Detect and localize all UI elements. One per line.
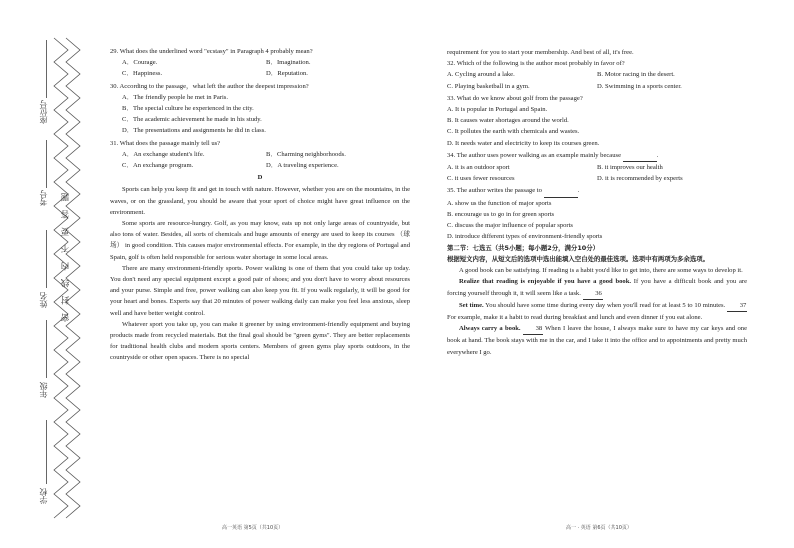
seal-text: 密 封 线 内 不 要 答 题: [61, 190, 71, 322]
q35-text: 35. The author writes the passage to: [447, 187, 542, 195]
passage-d-paragraph-2: Some sports are resource-hungry. Golf, as you may know, eats up not only large areas of countryside, but also tons of water. Besides, all sorts of chemicals and huge amounts of energy are used to keep its courses （球场） in good condition. This causes major environmental effects. For example, in the dry regions of Portugal and Spain, golf is often held responsible for serious water shortage in some local areas.: [110, 220, 410, 261]
grade-line: [46, 320, 47, 378]
question-33: 33. What do we know about golf from the passage?: [447, 94, 583, 102]
q35-blank: [544, 185, 578, 197]
name-label: 姓名: [39, 292, 48, 308]
q34-option-a: A. it is an outdoor sport: [447, 164, 510, 172]
cloze-p3-bold: Set time.: [459, 301, 484, 309]
q31-option-c: C．An exchange program.: [122, 162, 194, 170]
grade-label: 年级: [39, 382, 48, 398]
section-instructions: 根据短文内容，从短文后的选项中选出能填入空白处的最佳选项。选项中有两项为多余选项。: [447, 255, 710, 264]
q33-option-a: A. It is popular in Portugal and Spain.: [447, 106, 548, 114]
cloze-paragraph-2: [447, 276, 747, 299]
q32-option-c: C. Playing basketball in a gym.: [447, 82, 530, 90]
q34-option-d: D. it is recommended by experts: [597, 175, 683, 183]
q32-option-b: B. Motor racing in the desert.: [597, 71, 675, 79]
exam-no-label: 考号: [39, 190, 48, 206]
exam-no-line: [46, 140, 47, 188]
question-34: 34. The author uses power walking as an example mainly because .: [447, 150, 747, 162]
q29-option-d: D．Reputation.: [266, 70, 308, 78]
passage-d-continuation: requirement for you to start your membership. And best of all, it's free.: [447, 49, 634, 56]
q35-option-c: C. discuss the major influence of popular sports: [447, 222, 573, 230]
question-30: 30. According to the passage，what left the author the deepest impression?: [110, 82, 309, 90]
cloze-p3-text-b: For example, make it a habit to read during breakfast and lunch and even dinner if you eat alone.: [447, 314, 703, 322]
blank-38: 38: [523, 323, 543, 335]
cloze-paragraph-4: [447, 323, 747, 358]
q33-option-d: D. It needs water and electricity to keep its courses green.: [447, 139, 600, 147]
question-35: 35. The author writes the passage to .: [447, 185, 747, 197]
blank-36: 36: [583, 288, 603, 300]
q31-options: [110, 149, 410, 171]
binding-strip: [0, 0, 86, 548]
q33-option-c: C. It pollutes the earth with chemicals and wastes.: [447, 128, 580, 136]
q33-options: [447, 104, 747, 149]
q30-options: [110, 92, 410, 137]
blank-37: 37: [727, 300, 747, 312]
q29-option-c: C．Happiness.: [122, 70, 163, 78]
left-page-footer: 高一英语 第5页（共10页）: [222, 525, 284, 531]
binding-zigzag: [0, 0, 86, 548]
left-page: [110, 46, 410, 364]
name-line: [46, 230, 47, 288]
q30-option-b: B．The special culture he experienced in the city.: [122, 105, 254, 113]
q31-option-a: A．An exchange student's life.: [122, 150, 205, 158]
passage-d-paragraph-3: There are many environment-friendly sports. Power walking is one of them that you could take up today. You don't need any special equipment except a good pair of shoes; and you don't have to worry about resources and your purse. Simple and free, power walking can also keep you fit. If you walk regularly, it will be good for your heart and bones. Experts say that 20 minutes of power walking daily can make you feel less anxious, sleep well and have better weight control.: [110, 264, 410, 317]
cloze-paragraph-1: A good book can be satisfying. If reading is a habit you'd like to get into, there are some ways to develop it.: [459, 267, 743, 275]
cloze-p2-bold: Realize that reading is enjoyable if you have a good book.: [459, 278, 632, 286]
question-32: 32. Which of the following is the author most probably in favor of?: [447, 60, 625, 68]
seat-label: 座位号: [39, 100, 48, 124]
q29-option-b: B．Imagination.: [266, 59, 311, 67]
q29-option-a: A．Courage.: [122, 59, 158, 67]
q34-blank: [623, 150, 657, 162]
school-line: [46, 420, 47, 484]
question-31: 31. What does the passage mainly tell us?: [110, 139, 221, 147]
q35-options: [447, 198, 747, 243]
q34-option-c: C. it uses fewer resources: [447, 175, 515, 183]
right-page-footer: 高一 · 英语 第6页（共10页）: [566, 525, 632, 531]
q35-option-b: B. encourage us to go in for green sports: [447, 210, 555, 218]
q29-options: [110, 57, 410, 79]
passage-d-paragraph-4: Whatever sport you take up, you can make it greener by using environment-friendly equipment and buying products made from recycled materials. But the final goal should be "green gyms". They are better replacements for traditional health clubs and modern sports centers. Members of green gyms play sports outdoors, in the countryside or other open spaces. There is no special: [110, 320, 410, 362]
q31-option-d: D．A traveling experience.: [266, 162, 339, 170]
cloze-p4-bold: Always carry a book.: [459, 325, 521, 333]
passage-heading-d: D: [257, 174, 263, 182]
q32-option-d: D. Swimming in a sports center.: [597, 82, 682, 90]
q35-option-d: D. introduce different types of environment-friendly sports: [447, 233, 603, 241]
cloze-p4-text: When I leave the house, I always make sure to have my car keys and one book at hand. The book stays with me in the car, and I take it into the office and to appointments and pretty much everywhere I go.: [447, 325, 748, 356]
question-29: 29. What does the underlined word "ecstasy" in Paragraph 4 probably mean?: [110, 48, 313, 55]
q30-option-a: A．The friendly people he met in Paris.: [122, 93, 229, 101]
q34-text: 34. The author uses power walking as an example mainly because: [447, 151, 622, 159]
q30-option-d: D．The presentations and assignments he did in class.: [122, 127, 266, 135]
cloze-p2-text: If you have a difficult book and you are forcing yourself through it, it will seem like a task.: [447, 278, 747, 297]
passage-d-paragraph-1: Sports can help you keep fit and get in touch with nature. However, whether you are on the mountains, in the waves, or on the grassland, you should be aware that your sport of choice might have great influence on the environment.: [110, 186, 410, 216]
q35-option-a: A. show us the function of major sports: [447, 199, 552, 207]
q34-options: [447, 162, 747, 184]
section-title: 第二节：七选五（共5小题；每小题2分，满分10分）: [447, 244, 599, 253]
q34-option-b: B. it improves our health: [597, 164, 663, 172]
school-label: 学校: [39, 488, 48, 504]
q31-option-b: B．Charming neighborhoods.: [266, 150, 346, 158]
q32-options: [447, 69, 747, 91]
cloze-p3-text-a: You should have some time during every day when you'll read for at least 5 to 10 minutes.: [483, 301, 727, 309]
cloze-paragraph-3: [447, 300, 747, 323]
q30-option-c: C．The academic achievement he made in his study.: [122, 116, 262, 124]
seat-line: [46, 40, 47, 98]
right-page: [447, 47, 747, 358]
q32-option-a: A. Cycling around a lake.: [447, 71, 515, 79]
q33-option-b: B. It causes water shortages around the world.: [447, 117, 569, 125]
